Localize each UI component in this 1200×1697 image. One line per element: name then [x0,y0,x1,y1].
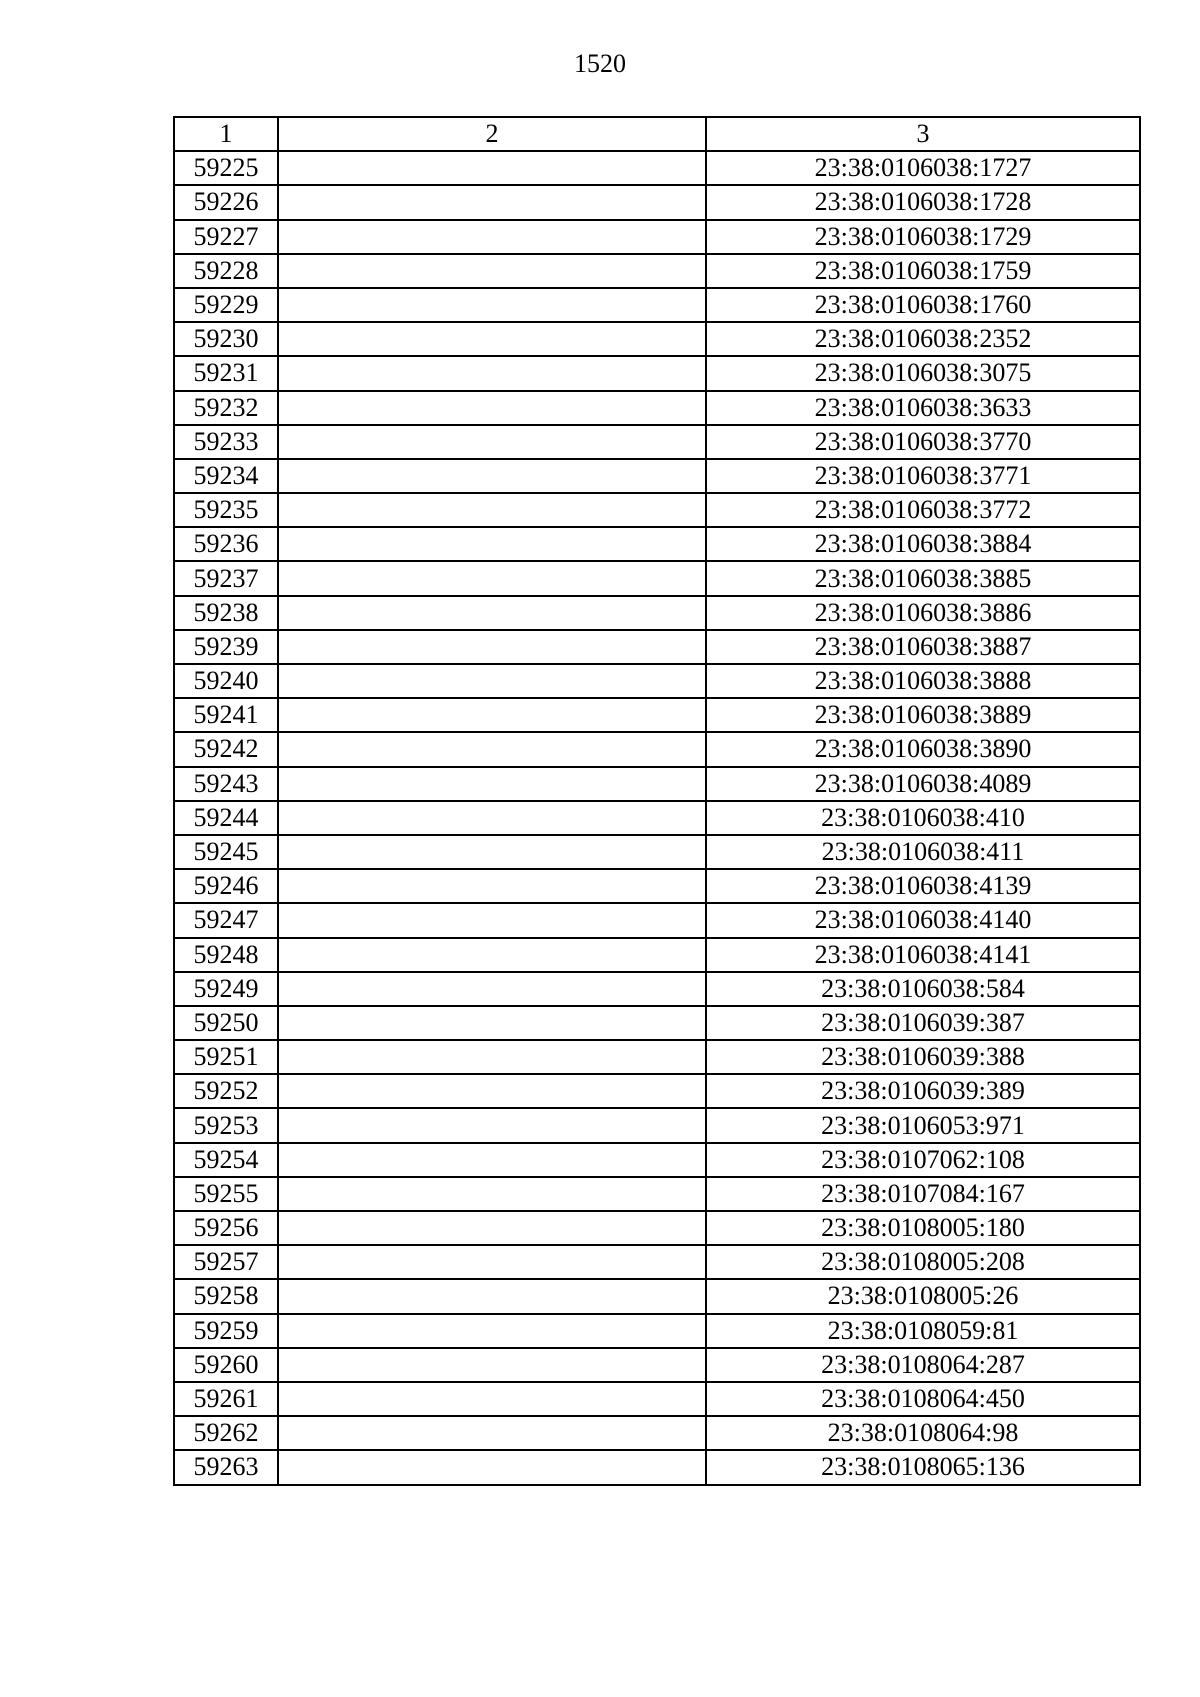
registry-table [173,116,1141,1486]
description-cell [278,322,706,356]
description-cell [278,1245,706,1279]
cadastral-number-cell: 23:38:0106038:584 [706,972,1140,1006]
table-body [174,151,1140,1484]
row-number-cell: 59245 [174,835,278,869]
cadastral-number-cell: 23:38:0106039:388 [706,1040,1140,1074]
table-row [174,151,1140,185]
description-cell [278,1450,706,1484]
cadastral-number-cell: 23:38:0108064:98 [706,1416,1140,1450]
table-row [174,1108,1140,1142]
table-row [174,459,1140,493]
row-number-cell: 59237 [174,561,278,595]
table-row [174,220,1140,254]
row-number-cell: 59248 [174,938,278,972]
cadastral-number-cell: 23:38:0108005:26 [706,1279,1140,1313]
table-row [174,938,1140,972]
table-row [174,1245,1140,1279]
row-number-cell: 59226 [174,185,278,219]
cadastral-number-cell: 23:38:0106038:1760 [706,288,1140,322]
description-cell [278,425,706,459]
table-row [174,698,1140,732]
row-number-cell: 59242 [174,732,278,766]
table-row [174,1006,1140,1040]
table-row [174,596,1140,630]
cadastral-number-cell: 23:38:0106039:389 [706,1074,1140,1108]
description-cell [278,185,706,219]
row-number-cell: 59240 [174,664,278,698]
table-row [174,903,1140,937]
cadastral-number-cell: 23:38:0107084:167 [706,1177,1140,1211]
description-cell [278,1074,706,1108]
cadastral-number-cell: 23:38:0106039:387 [706,1006,1140,1040]
cadastral-number-cell: 23:38:0106038:410 [706,801,1140,835]
description-cell [278,938,706,972]
cadastral-number-cell: 23:38:0108065:136 [706,1450,1140,1484]
cadastral-number-cell: 23:38:0108005:180 [706,1211,1140,1245]
table-row [174,288,1140,322]
description-cell [278,1314,706,1348]
table-row [174,527,1140,561]
row-number-cell: 59252 [174,1074,278,1108]
table-row [174,1348,1140,1382]
description-cell [278,391,706,425]
cadastral-number-cell: 23:38:0106053:971 [706,1108,1140,1142]
description-cell [278,1382,706,1416]
cadastral-number-cell: 23:38:0108064:450 [706,1382,1140,1416]
row-number-cell: 59253 [174,1108,278,1142]
cadastral-number-cell: 23:38:0106038:1729 [706,220,1140,254]
row-number-cell: 59259 [174,1314,278,1348]
cadastral-number-cell: 23:38:0106038:3886 [706,596,1140,630]
description-cell [278,698,706,732]
row-number-cell: 59255 [174,1177,278,1211]
cadastral-number-cell: 23:38:0106038:3887 [706,630,1140,664]
row-number-cell: 59239 [174,630,278,664]
table-row [174,493,1140,527]
description-cell [278,630,706,664]
table-row [174,767,1140,801]
table-row [174,1040,1140,1074]
row-number-cell: 59257 [174,1245,278,1279]
description-cell [278,151,706,185]
table-row [174,322,1140,356]
table-row [174,185,1140,219]
row-number-cell: 59241 [174,698,278,732]
cadastral-number-cell: 23:38:0106038:4140 [706,903,1140,937]
row-number-cell: 59246 [174,869,278,903]
row-number-cell: 59249 [174,972,278,1006]
cadastral-number-cell: 23:38:0106038:3772 [706,493,1140,527]
table-row [174,254,1140,288]
description-cell [278,1177,706,1211]
table-row [174,561,1140,595]
description-cell [278,1040,706,1074]
table-row [174,1279,1140,1313]
cadastral-number-cell: 23:38:0106038:3633 [706,391,1140,425]
table-row [174,356,1140,390]
description-cell [278,1108,706,1142]
table-row [174,1382,1140,1416]
row-number-cell: 59238 [174,596,278,630]
row-number-cell: 59250 [174,1006,278,1040]
cadastral-number-cell: 23:38:0108059:81 [706,1314,1140,1348]
table-row [174,1450,1140,1484]
row-number-cell: 59236 [174,527,278,561]
column-header-2: 2 [278,117,706,151]
table-row [174,1416,1140,1450]
cadastral-number-cell: 23:38:0106038:4089 [706,767,1140,801]
cadastral-number-cell: 23:38:0107062:108 [706,1143,1140,1177]
description-cell [278,1416,706,1450]
table-row [174,835,1140,869]
row-number-cell: 59251 [174,1040,278,1074]
description-cell [278,596,706,630]
description-cell [278,767,706,801]
description-cell [278,1348,706,1382]
description-cell [278,561,706,595]
description-cell [278,1006,706,1040]
table-header-row [174,117,1140,151]
page-number: 1520 [574,49,626,78]
description-cell [278,835,706,869]
description-cell [278,254,706,288]
cadastral-number-cell: 23:38:0106038:4139 [706,869,1140,903]
row-number-cell: 59234 [174,459,278,493]
cadastral-number-cell: 23:38:0106038:4141 [706,938,1140,972]
row-number-cell: 59232 [174,391,278,425]
table-row [174,972,1140,1006]
row-number-cell: 59254 [174,1143,278,1177]
row-number-cell: 59233 [174,425,278,459]
row-number-cell: 59225 [174,151,278,185]
row-number-cell: 59229 [174,288,278,322]
column-header-1: 1 [174,117,278,151]
description-cell [278,356,706,390]
description-cell [278,1279,706,1313]
table-row [174,425,1140,459]
table-row [174,869,1140,903]
row-number-cell: 59227 [174,220,278,254]
description-cell [278,527,706,561]
description-cell [278,869,706,903]
cadastral-number-cell: 23:38:0108064:287 [706,1348,1140,1382]
row-number-cell: 59262 [174,1416,278,1450]
row-number-cell: 59258 [174,1279,278,1313]
cadastral-number-cell: 23:38:0106038:3771 [706,459,1140,493]
table-row [174,664,1140,698]
column-header-3: 3 [706,117,1140,151]
table-row [174,1314,1140,1348]
row-number-cell: 59228 [174,254,278,288]
table-row [174,732,1140,766]
cadastral-number-cell: 23:38:0106038:3890 [706,732,1140,766]
row-number-cell: 59247 [174,903,278,937]
description-cell [278,459,706,493]
row-number-cell: 59230 [174,322,278,356]
row-number-cell: 59260 [174,1348,278,1382]
row-number-cell: 59244 [174,801,278,835]
description-cell [278,220,706,254]
table-row [174,630,1140,664]
cadastral-number-cell: 23:38:0108005:208 [706,1245,1140,1279]
description-cell [278,972,706,1006]
description-cell [278,1211,706,1245]
row-number-cell: 59243 [174,767,278,801]
description-cell [278,801,706,835]
cadastral-number-cell: 23:38:0106038:3889 [706,698,1140,732]
table-row [174,801,1140,835]
table-row [174,1211,1140,1245]
description-cell [278,903,706,937]
description-cell [278,288,706,322]
cadastral-number-cell: 23:38:0106038:3770 [706,425,1140,459]
description-cell [278,493,706,527]
table-row [174,391,1140,425]
table-row [174,1074,1140,1108]
description-cell [278,732,706,766]
description-cell [278,1143,706,1177]
cadastral-number-cell: 23:38:0106038:3075 [706,356,1140,390]
table-row [174,1177,1140,1211]
row-number-cell: 59263 [174,1450,278,1484]
cadastral-number-cell: 23:38:0106038:1728 [706,185,1140,219]
cadastral-number-cell: 23:38:0106038:3884 [706,527,1140,561]
table-row [174,1143,1140,1177]
row-number-cell: 59261 [174,1382,278,1416]
description-cell [278,664,706,698]
cadastral-number-cell: 23:38:0106038:1759 [706,254,1140,288]
cadastral-number-cell: 23:38:0106038:2352 [706,322,1140,356]
cadastral-number-cell: 23:38:0106038:411 [706,835,1140,869]
cadastral-number-cell: 23:38:0106038:1727 [706,151,1140,185]
row-number-cell: 59231 [174,356,278,390]
row-number-cell: 59256 [174,1211,278,1245]
cadastral-number-cell: 23:38:0106038:3888 [706,664,1140,698]
row-number-cell: 59235 [174,493,278,527]
cadastral-number-cell: 23:38:0106038:3885 [706,561,1140,595]
